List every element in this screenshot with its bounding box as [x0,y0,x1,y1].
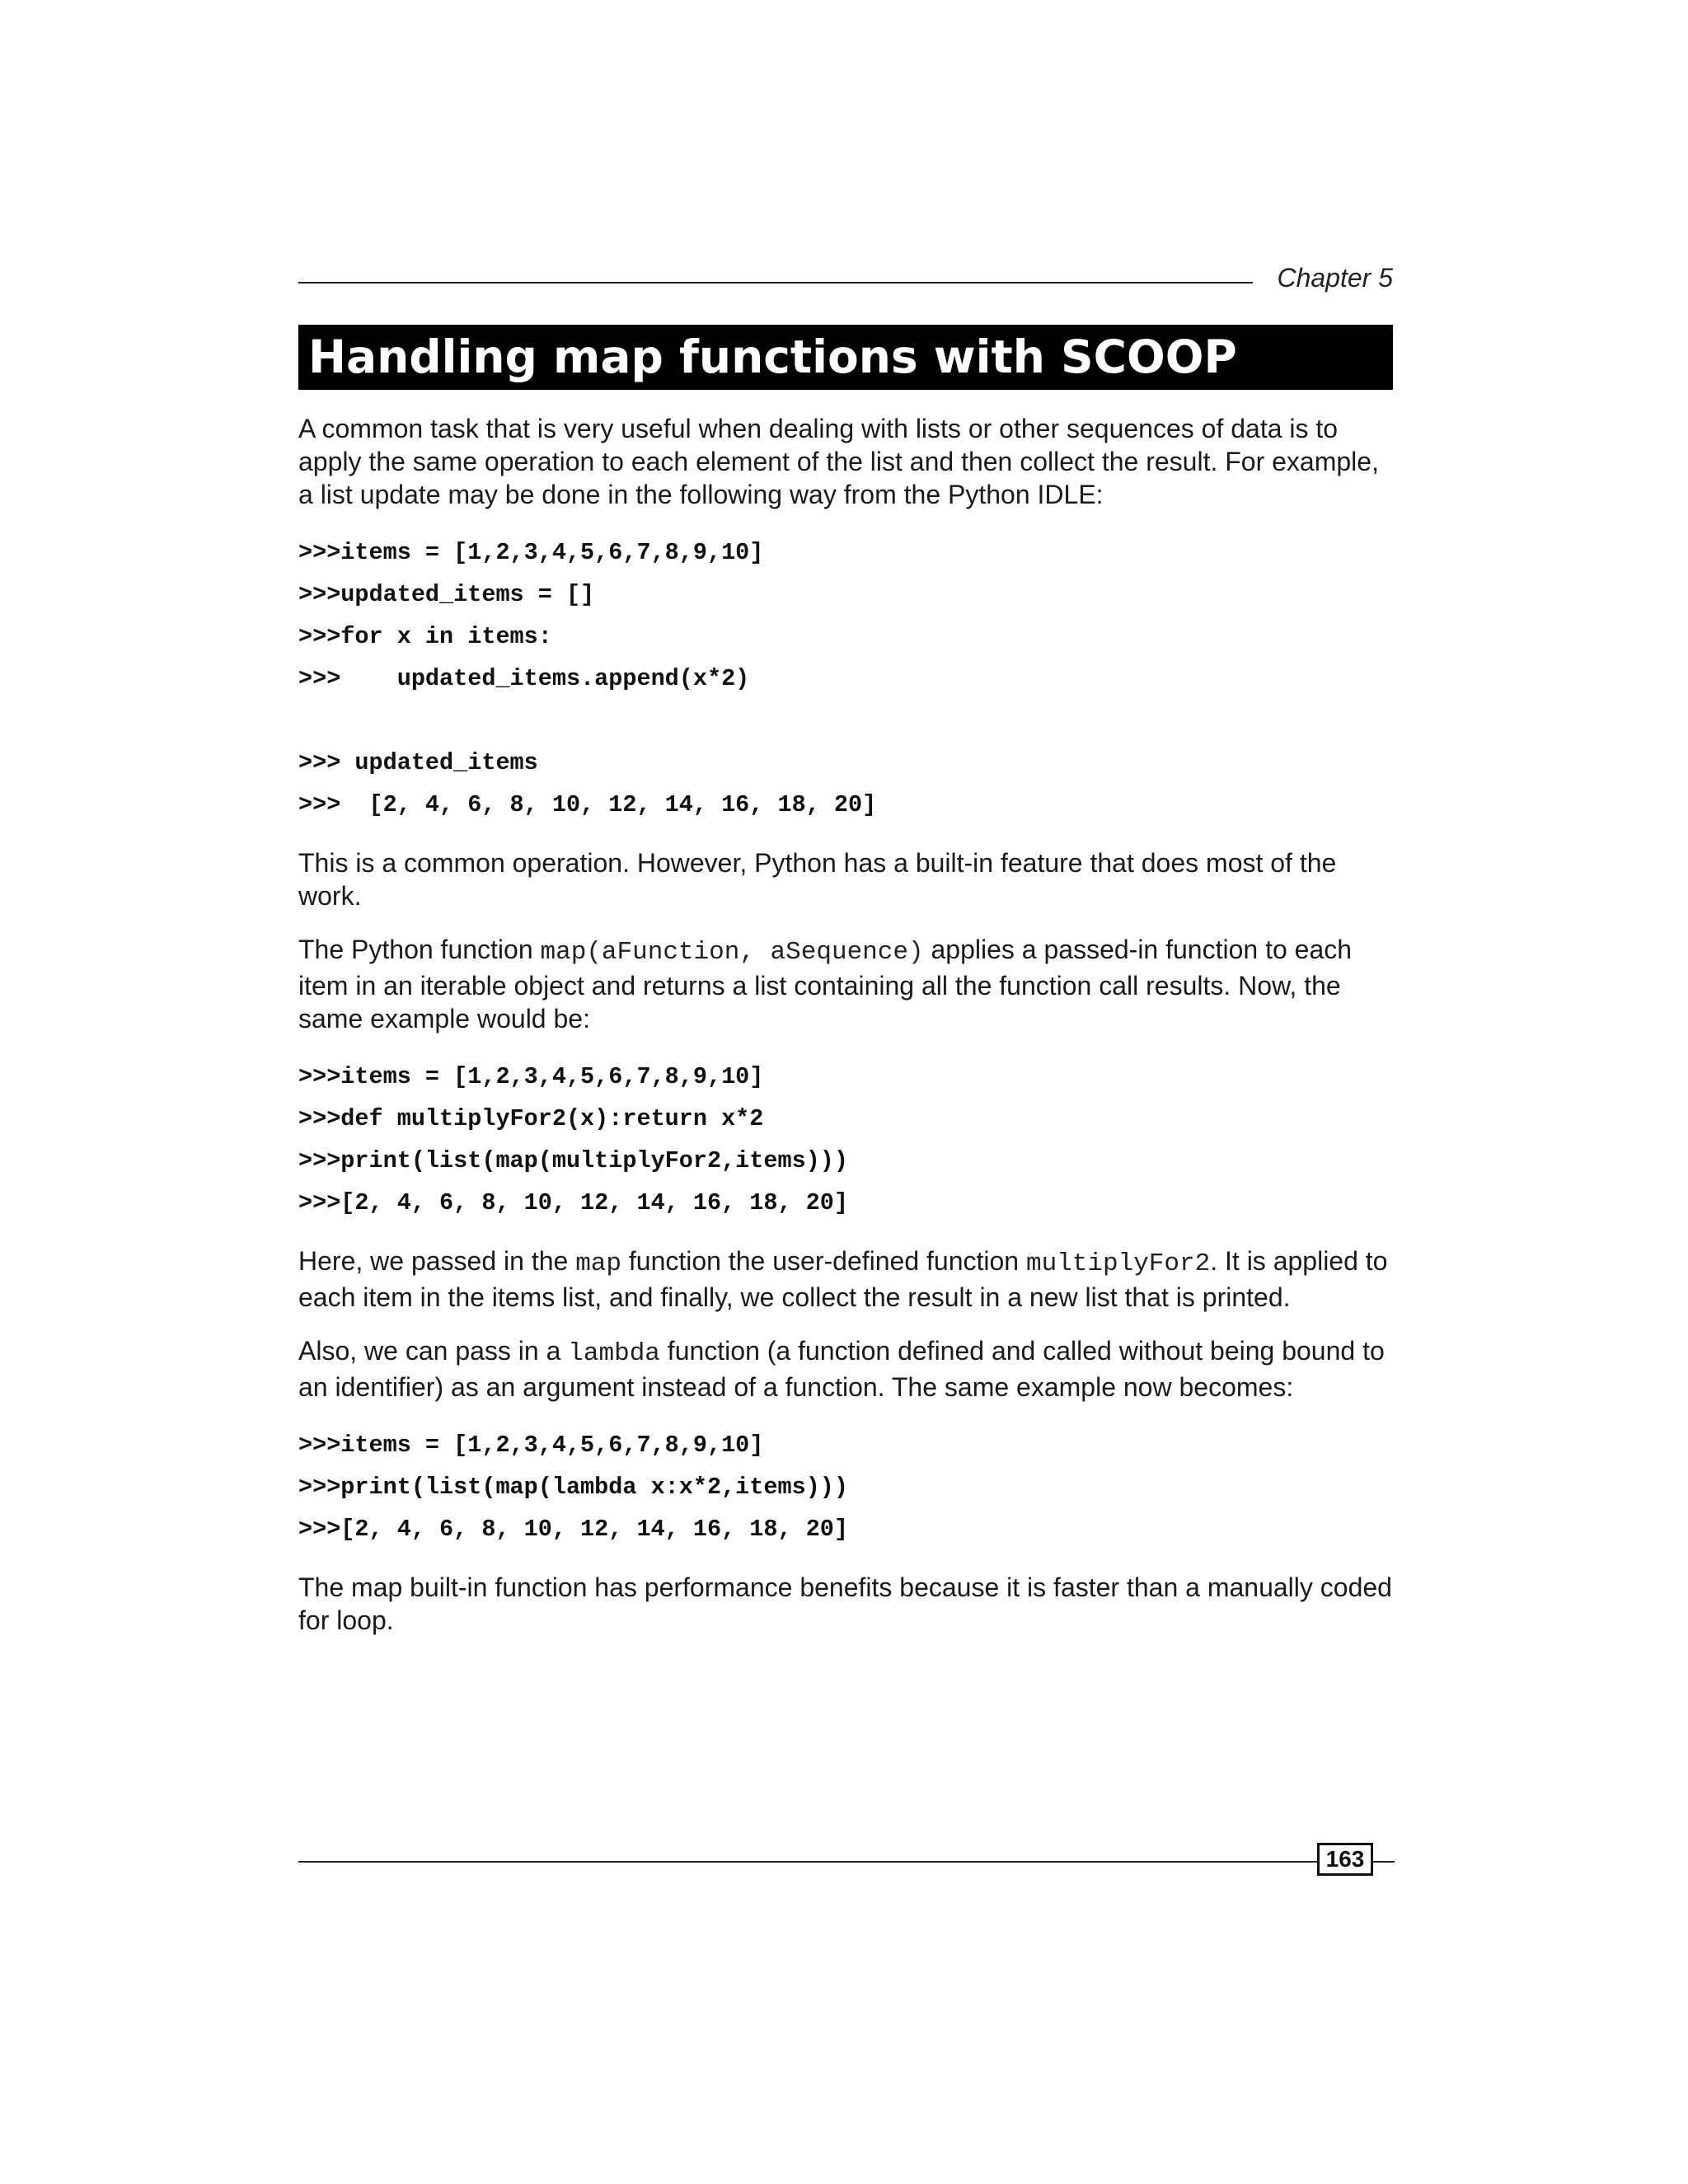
code-line: >>> [2, 4, 6, 8, 10, 12, 14, 16, 18, 20] [298,791,877,818]
code-line-blank [298,700,1395,742]
header-rule [298,282,1253,284]
code-line: >>>[2, 4, 6, 8, 10, 12, 14, 16, 18, 20] [298,1189,849,1216]
code-line: >>>items = [1,2,3,4,5,6,7,8,9,10] [298,1432,764,1459]
text-run: function the user-defined function [621,1246,1026,1276]
code-block-loop [298,532,1395,826]
text-run: . It is applied to each item in the items list, and finally, we collect the result in a new list that is printed. [298,1246,1388,1312]
code-line: >>>print(list(map(lambda x:x*2,items))) [298,1474,849,1501]
paragraph-intro: A common task that is very useful when dealing with lists or other sequences of data is to apply the same operation to each element of the list and then collect the result. For example, a list update may be done in the following way from the Python IDLE: [298,414,1379,509]
code-line: >>>items = [1,2,3,4,5,6,7,8,9,10] [298,539,764,566]
code-line: >>>[2, 4, 6, 8, 10, 12, 14, 16, 18, 20] [298,1516,849,1543]
paragraph-map-function [298,933,1395,1035]
code-block-lambda [298,1424,1395,1550]
footer-rule [1373,1861,1395,1863]
code-line: >>>items = [1,2,3,4,5,6,7,8,9,10] [298,1063,764,1090]
text-run: The Python function [298,935,541,964]
section-title: Handling map functions with SCOOP [308,330,1237,383]
code-block-map [298,1056,1395,1224]
code-line: >>> updated_items.append(x*2) [298,665,750,692]
section-title-bar [298,325,1393,390]
paragraph-common-operation: This is a common operation. However, Python has a built-in feature that does most of the work. [298,848,1337,911]
page-footer [298,1840,1395,1882]
page-content [298,412,1395,1637]
chapter-label: Chapter 5 [1277,263,1393,293]
inline-code: map [575,1249,621,1278]
text-run: function (a function defined and called without being bound to an identifier) as an argument instead of a function. The same example now becomes: [298,1336,1385,1402]
code-line: >>>def multiplyFor2(x):return x*2 [298,1105,764,1132]
footer-rule [298,1861,1317,1863]
inline-code: multiplyFor2 [1025,1249,1211,1278]
paragraph-performance: The map built-in function has performance benefits because it is faster than a manually coded for loop. [298,1572,1392,1635]
text-run: applies a passed-in function to each item in an iterable object and returns a list containing all the function call results. Now, the same example would be: [298,935,1353,1033]
inline-code: lambda [568,1339,660,1368]
paragraph-lambda [298,1334,1395,1404]
code-line: >>>updated_items = [] [298,581,595,608]
page-number: 163 [1317,1843,1373,1876]
running-header [298,257,1393,298]
inline-code: map(aFunction, aSequence) [540,938,924,967]
text-run: Here, we passed in the [298,1246,576,1276]
code-line: >>>print(list(map(multiplyFor2,items))) [298,1147,849,1174]
code-line: >>>for x in items: [298,623,552,650]
code-line: >>> updated_items [298,749,538,776]
text-run: Also, we can pass in a [298,1336,569,1366]
paragraph-user-defined [298,1244,1395,1314]
